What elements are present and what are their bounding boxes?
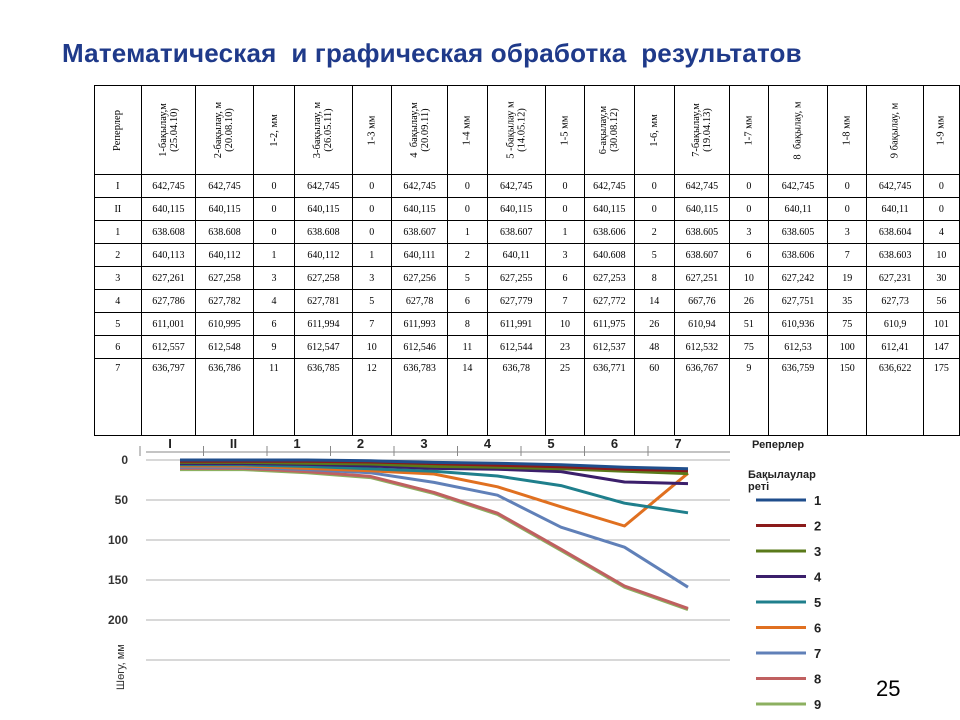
column-header-label: 1-4 мм bbox=[461, 115, 473, 145]
x-tick-label: 7 bbox=[674, 438, 682, 451]
table-cell: 627,231 bbox=[867, 267, 924, 290]
table-cell: 627,256 bbox=[391, 267, 448, 290]
column-header-label: 5 -бақылау м (14.05.12) bbox=[505, 101, 528, 159]
table-cell: 6 bbox=[729, 244, 768, 267]
table-cell: 612,41 bbox=[867, 336, 924, 359]
table-cell: 1 bbox=[352, 244, 391, 267]
legend-label: 4 bbox=[814, 569, 822, 585]
column-header-label: 4 бақылау,м (20.09.11) bbox=[408, 102, 431, 158]
table-cell: 4 bbox=[95, 290, 142, 313]
table-cell: 642,745 bbox=[867, 175, 924, 198]
table-cell: 627,78 bbox=[391, 290, 448, 313]
table-cell: 10 bbox=[729, 267, 768, 290]
table-cell: 6 bbox=[95, 336, 142, 359]
table-cell: 611,975 bbox=[585, 313, 634, 336]
table-cell: 636,78 bbox=[487, 359, 545, 436]
table-cell: 3 bbox=[545, 244, 584, 267]
table-cell: 610,936 bbox=[768, 313, 827, 336]
table-cell: 0 bbox=[634, 175, 674, 198]
table-cell: 14 bbox=[448, 359, 487, 436]
column-header bbox=[828, 86, 867, 175]
table-cell: 1 bbox=[253, 244, 295, 267]
table-cell: 56 bbox=[923, 290, 959, 313]
table-cell: 1 bbox=[448, 221, 487, 244]
table-cell: 642,745 bbox=[196, 175, 253, 198]
table-cell: 627,253 bbox=[585, 267, 634, 290]
table-cell: 638.607 bbox=[391, 221, 448, 244]
column-header-label: 6-ақылау,м (30.08.12) bbox=[598, 105, 621, 155]
table-cell: 640,115 bbox=[391, 198, 448, 221]
column-header bbox=[196, 86, 253, 175]
column-header bbox=[487, 86, 545, 175]
table-row bbox=[95, 267, 960, 290]
table-cell: 35 bbox=[828, 290, 867, 313]
table-cell: 642,745 bbox=[141, 175, 196, 198]
table-cell: 638.606 bbox=[585, 221, 634, 244]
column-header bbox=[634, 86, 674, 175]
table-cell: 640,112 bbox=[295, 244, 352, 267]
table-cell: 10 bbox=[545, 313, 584, 336]
table-cell: 611,001 bbox=[141, 313, 196, 336]
column-header-label: 1-2, мм bbox=[268, 113, 280, 147]
table-row bbox=[95, 313, 960, 336]
legend-label: 8 bbox=[814, 671, 822, 687]
table-cell: 3 bbox=[352, 267, 391, 290]
table-cell: 0 bbox=[828, 198, 867, 221]
column-header bbox=[253, 86, 295, 175]
table-cell: 14 bbox=[634, 290, 674, 313]
table-cell: 5 bbox=[634, 244, 674, 267]
x-tick-label: I bbox=[168, 438, 172, 451]
table-cell: 51 bbox=[729, 313, 768, 336]
table-cell: 638.605 bbox=[675, 221, 730, 244]
table-cell: 638.605 bbox=[768, 221, 827, 244]
table-cell: 8 bbox=[634, 267, 674, 290]
table-cell: 7 bbox=[352, 313, 391, 336]
table-cell: 638.603 bbox=[867, 244, 924, 267]
legend-label: 9 bbox=[814, 697, 822, 712]
y-axis-title: Шөгу, мм bbox=[115, 644, 127, 690]
table-cell: 11 bbox=[253, 359, 295, 436]
table-cell: 101 bbox=[923, 313, 959, 336]
column-header-label: Реперлер bbox=[112, 109, 124, 151]
table-cell: 12 bbox=[352, 359, 391, 436]
y-tick-label: 50 bbox=[114, 493, 128, 507]
table-header-row bbox=[95, 86, 960, 175]
x-axis-title: Реперлер bbox=[752, 439, 805, 451]
table-cell: 26 bbox=[634, 313, 674, 336]
table-body bbox=[95, 175, 960, 436]
table-cell: 642,745 bbox=[768, 175, 827, 198]
column-header bbox=[391, 86, 448, 175]
legend-title-line2: реті bbox=[748, 481, 770, 493]
legend-label: 1 bbox=[814, 493, 822, 508]
table-cell: 5 bbox=[95, 313, 142, 336]
table-cell: 6 bbox=[253, 313, 295, 336]
table-cell: 627,258 bbox=[196, 267, 253, 290]
table-cell: 0 bbox=[729, 198, 768, 221]
table-cell: 612,557 bbox=[141, 336, 196, 359]
table-cell: 0 bbox=[634, 198, 674, 221]
column-header-label: 1-7 мм bbox=[743, 115, 755, 145]
table-cell: II bbox=[95, 198, 142, 221]
table-cell: 7 bbox=[95, 359, 142, 436]
series-line-8 bbox=[180, 468, 688, 608]
table-cell: 10 bbox=[352, 336, 391, 359]
table-cell: 627,782 bbox=[196, 290, 253, 313]
table-cell: 11 bbox=[448, 336, 487, 359]
table-cell: 627,751 bbox=[768, 290, 827, 313]
table-cell: 10 bbox=[923, 244, 959, 267]
table-cell: 3 bbox=[95, 267, 142, 290]
column-header-label: 3-бақылау, м (26.05.11) bbox=[312, 101, 335, 159]
table-cell: 4 bbox=[923, 221, 959, 244]
table-cell: 147 bbox=[923, 336, 959, 359]
table-cell: 636,783 bbox=[391, 359, 448, 436]
table-cell: 636,797 bbox=[141, 359, 196, 436]
table-cell: 612,548 bbox=[196, 336, 253, 359]
table-cell: 642,745 bbox=[391, 175, 448, 198]
column-header-label: 1-8 мм bbox=[841, 115, 853, 145]
legend-label: 7 bbox=[814, 646, 822, 661]
column-header-label: 2-бақылау, м (20.08.10) bbox=[213, 101, 236, 159]
table-cell: 610,9 bbox=[867, 313, 924, 336]
column-header bbox=[295, 86, 352, 175]
table-cell: 0 bbox=[352, 175, 391, 198]
x-tick-label: 4 bbox=[483, 438, 492, 451]
table-cell: 1 bbox=[95, 221, 142, 244]
table-row bbox=[95, 290, 960, 313]
table-cell: 640,115 bbox=[487, 198, 545, 221]
table-cell: 627,255 bbox=[487, 267, 545, 290]
table-cell: 19 bbox=[828, 267, 867, 290]
table-cell: 0 bbox=[253, 198, 295, 221]
table-cell: 640,11 bbox=[867, 198, 924, 221]
legend-label: 5 bbox=[814, 595, 822, 610]
table-cell: 640,11 bbox=[487, 244, 545, 267]
measurement-table bbox=[94, 85, 960, 436]
table-cell: 2 bbox=[448, 244, 487, 267]
page-number: 25 bbox=[876, 676, 901, 701]
table-cell: 642,745 bbox=[675, 175, 730, 198]
table-cell: 627,779 bbox=[487, 290, 545, 313]
table-cell: 612,53 bbox=[768, 336, 827, 359]
table-cell: 100 bbox=[828, 336, 867, 359]
series-line-7 bbox=[180, 467, 688, 587]
table-cell: 1 bbox=[545, 221, 584, 244]
column-header bbox=[729, 86, 768, 175]
table-cell: 640,112 bbox=[196, 244, 253, 267]
table-cell: 610,94 bbox=[675, 313, 730, 336]
table-cell: 611,991 bbox=[487, 313, 545, 336]
x-tick-label: 6 bbox=[610, 438, 619, 451]
column-header-label: 9 бақылау, м bbox=[889, 102, 901, 158]
table-cell: 638.608 bbox=[196, 221, 253, 244]
x-tick-label: 3 bbox=[420, 438, 428, 451]
column-header-label: 1-9 мм bbox=[935, 115, 947, 145]
table-cell: 640,115 bbox=[585, 198, 634, 221]
column-header bbox=[545, 86, 584, 175]
table-cell: 0 bbox=[448, 175, 487, 198]
table-cell: 75 bbox=[828, 313, 867, 336]
table-cell: 612,546 bbox=[391, 336, 448, 359]
table-cell: 0 bbox=[545, 175, 584, 198]
table-row bbox=[95, 336, 960, 359]
table-cell: 612,537 bbox=[585, 336, 634, 359]
table-cell: 0 bbox=[923, 175, 959, 198]
table-row bbox=[95, 359, 960, 436]
x-tick-label: 1 bbox=[293, 438, 301, 451]
table-cell: 627,251 bbox=[675, 267, 730, 290]
table-row bbox=[95, 175, 960, 198]
table-cell: 638.604 bbox=[867, 221, 924, 244]
table-cell: 627,781 bbox=[295, 290, 352, 313]
table-cell: 640.608 bbox=[585, 244, 634, 267]
table-cell: 75 bbox=[729, 336, 768, 359]
table-cell: 48 bbox=[634, 336, 674, 359]
slide-title: Математическая и графическая обработка результатов bbox=[62, 38, 802, 68]
column-header bbox=[585, 86, 634, 175]
table-cell: 9 bbox=[729, 359, 768, 436]
legend-label: 6 bbox=[814, 620, 822, 636]
table-cell: 3 bbox=[828, 221, 867, 244]
column-header-label: 8 бақылау, м bbox=[792, 100, 804, 160]
table-cell: 638.606 bbox=[768, 244, 827, 267]
table-cell: 150 bbox=[828, 359, 867, 436]
table-cell: 26 bbox=[729, 290, 768, 313]
legend-title: Бақылаулар bbox=[748, 469, 816, 481]
column-header bbox=[95, 86, 142, 175]
table-cell: 0 bbox=[253, 221, 295, 244]
table-cell: 5 bbox=[448, 267, 487, 290]
table-cell: 627,258 bbox=[295, 267, 352, 290]
table-cell: 627,242 bbox=[768, 267, 827, 290]
table-cell: 640,11 bbox=[768, 198, 827, 221]
table-cell: 0 bbox=[545, 198, 584, 221]
table-cell: 636,759 bbox=[768, 359, 827, 436]
table-cell: 175 bbox=[923, 359, 959, 436]
table-cell: 5 bbox=[352, 290, 391, 313]
table-cell: 636,767 bbox=[675, 359, 730, 436]
y-tick-label: 200 bbox=[107, 613, 128, 627]
table-cell: 627,73 bbox=[867, 290, 924, 313]
table-cell: 640,115 bbox=[141, 198, 196, 221]
table-cell: 3 bbox=[253, 267, 295, 290]
table-cell: 611,994 bbox=[295, 313, 352, 336]
x-tick-label: 5 bbox=[547, 438, 555, 451]
column-header bbox=[352, 86, 391, 175]
y-tick-label: 150 bbox=[107, 573, 128, 587]
table-cell: 638.608 bbox=[295, 221, 352, 244]
table-cell: 30 bbox=[923, 267, 959, 290]
table-cell: 642,745 bbox=[295, 175, 352, 198]
series-line-6 bbox=[180, 466, 688, 526]
column-header-label: 1-бақылау,м (25.04.10) bbox=[157, 103, 180, 157]
table-row bbox=[95, 221, 960, 244]
table-cell: 612,532 bbox=[675, 336, 730, 359]
column-header bbox=[867, 86, 924, 175]
legend-label: 2 bbox=[814, 518, 822, 534]
table-cell: 640,115 bbox=[675, 198, 730, 221]
table-cell: 638.607 bbox=[487, 221, 545, 244]
table-row bbox=[95, 198, 960, 221]
table-cell: 642,745 bbox=[585, 175, 634, 198]
column-header-label: 1-3 мм bbox=[366, 115, 378, 145]
table-cell: 640,115 bbox=[196, 198, 253, 221]
table-cell: 7 bbox=[545, 290, 584, 313]
table-cell: 612,544 bbox=[487, 336, 545, 359]
column-header bbox=[768, 86, 827, 175]
table-cell: 636,622 bbox=[867, 359, 924, 436]
table-cell: 627,772 bbox=[585, 290, 634, 313]
table-cell: 0 bbox=[253, 175, 295, 198]
column-header-label: 1-6, мм bbox=[648, 113, 660, 147]
table-cell: 612,547 bbox=[295, 336, 352, 359]
x-tick-label: 2 bbox=[356, 438, 365, 451]
table-cell: 7 bbox=[828, 244, 867, 267]
table-cell: 60 bbox=[634, 359, 674, 436]
table-cell: 627,786 bbox=[141, 290, 196, 313]
legend-label: 3 bbox=[814, 544, 822, 559]
table-cell: 4 bbox=[253, 290, 295, 313]
table-cell: 8 bbox=[448, 313, 487, 336]
y-tick-label: 100 bbox=[107, 533, 128, 547]
table-cell: 627,261 bbox=[141, 267, 196, 290]
table-cell: 667,76 bbox=[675, 290, 730, 313]
table-cell: 3 bbox=[729, 221, 768, 244]
table-cell: 2 bbox=[634, 221, 674, 244]
table-cell: 610,995 bbox=[196, 313, 253, 336]
table-cell: 636,771 bbox=[585, 359, 634, 436]
column-header-label: 1-5 мм bbox=[559, 115, 571, 145]
table-cell: 0 bbox=[729, 175, 768, 198]
table-cell: 638.608 bbox=[141, 221, 196, 244]
column-header bbox=[141, 86, 196, 175]
table-cell: 636,785 bbox=[295, 359, 352, 436]
y-tick-label: 0 bbox=[121, 453, 128, 467]
table-cell: 638.607 bbox=[675, 244, 730, 267]
table-cell: 9 bbox=[253, 336, 295, 359]
x-tick-label: II bbox=[229, 438, 238, 451]
table-cell: 640,113 bbox=[141, 244, 196, 267]
table-cell: 2 bbox=[95, 244, 142, 267]
table-cell: 0 bbox=[448, 198, 487, 221]
table-cell: I bbox=[95, 175, 142, 198]
table-cell: 611,993 bbox=[391, 313, 448, 336]
table-cell: 640,111 bbox=[391, 244, 448, 267]
column-header bbox=[923, 86, 959, 175]
column-header-label: 7-бақылау,м (19.04.13) bbox=[690, 103, 713, 157]
column-header bbox=[448, 86, 487, 175]
table-cell: 23 bbox=[545, 336, 584, 359]
table-cell: 0 bbox=[352, 198, 391, 221]
table-cell: 6 bbox=[545, 267, 584, 290]
settlement-chart bbox=[0, 438, 960, 720]
table-cell: 6 bbox=[448, 290, 487, 313]
table-cell: 0 bbox=[923, 198, 959, 221]
table-cell: 0 bbox=[352, 221, 391, 244]
table-cell: 25 bbox=[545, 359, 584, 436]
column-header bbox=[675, 86, 730, 175]
table-cell: 636,786 bbox=[196, 359, 253, 436]
table-cell: 640,115 bbox=[295, 198, 352, 221]
table-cell: 642,745 bbox=[487, 175, 545, 198]
table-cell: 0 bbox=[828, 175, 867, 198]
table-row bbox=[95, 244, 960, 267]
